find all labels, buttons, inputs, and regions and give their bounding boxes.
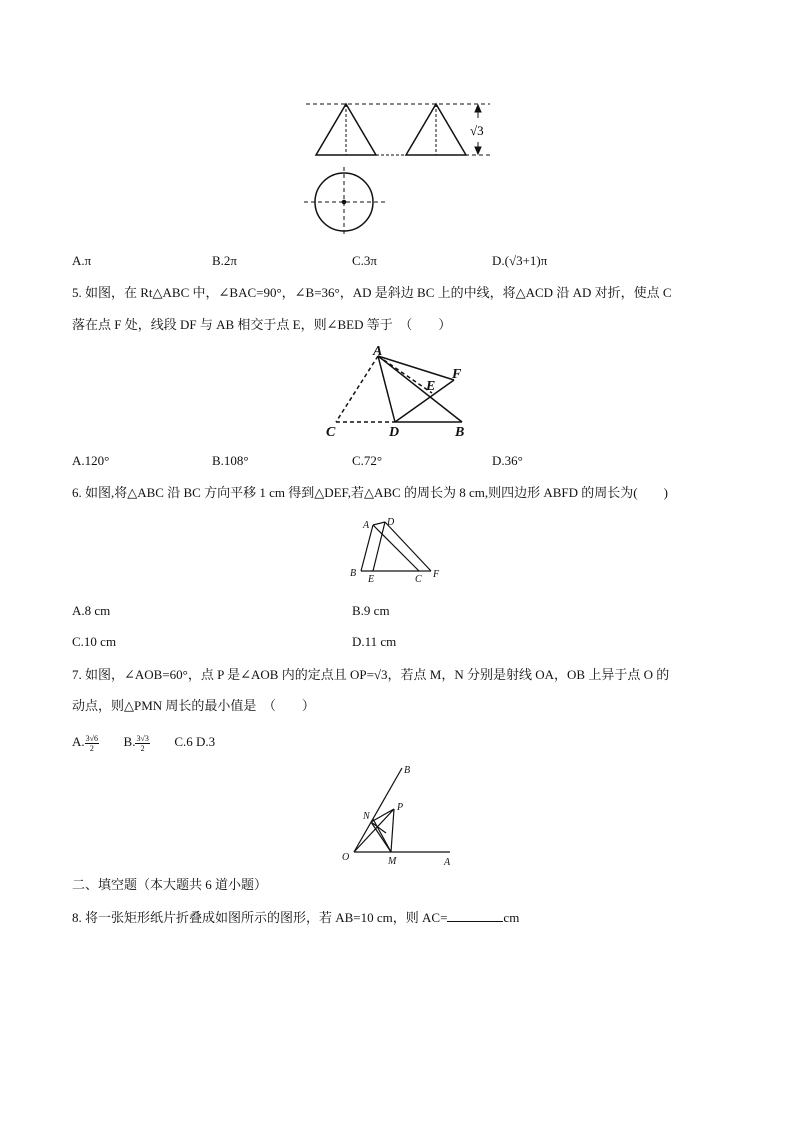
q5-text-line1: 5. 如图，在 Rt△ABC 中，∠BAC=90°，∠B=36°，AD 是斜边 BC 上的中线，将△ACD 沿 AD 对折，使点 C — [72, 285, 672, 300]
q7-label-n: N — [363, 811, 370, 822]
q5-label-c: C — [326, 425, 336, 440]
sqrt3-label: √3 — [470, 123, 484, 138]
q6-option-c[interactable]: C.10 cm — [72, 634, 117, 649]
q6-option-b[interactable]: B.9 cm — [352, 603, 390, 618]
q4-option-c[interactable]: C.3π — [352, 253, 377, 268]
q7-option-b[interactable] — [123, 733, 154, 753]
q7-label-o: O — [342, 852, 350, 863]
q7-label-p: P — [397, 802, 404, 813]
q7-figure — [336, 760, 466, 868]
q7-label-a: A — [444, 857, 451, 868]
section-2-title: 二、填空题（本大题共 6 道小题） — [72, 877, 268, 892]
q8-answer-blank[interactable] — [447, 910, 503, 922]
q5-label-e: E — [426, 379, 436, 394]
three-view-figure — [300, 96, 500, 241]
q6-option-a[interactable]: A.8 cm — [72, 603, 111, 618]
q6-label-f: F — [433, 569, 440, 580]
q8-text-after: cm — [503, 910, 520, 925]
q7-label-b: B — [404, 765, 411, 776]
q4-option-d[interactable]: D.(√3+1)π — [492, 253, 548, 268]
q7-label-m: M — [388, 856, 397, 867]
q6-option-d[interactable]: D.11 cm — [352, 634, 397, 649]
q7-option-a-den: 2 — [89, 743, 94, 753]
q7-options — [72, 730, 215, 754]
q4-option-b[interactable]: B.2π — [212, 253, 237, 268]
q7-option-a[interactable] — [72, 733, 102, 753]
q7-option-b-den: 2 — [140, 743, 145, 753]
q6-label-e: E — [368, 574, 375, 585]
q5-text-line2: 落在点 F 处，线段 DF 与 AB 相交于点 E，则∠BED 等于 （ ） — [72, 317, 452, 332]
q8-text-before: 8. 将一张矩形纸片折叠成如图所示的图形，若 AB=10 cm，则 AC= — [72, 910, 448, 925]
q7-option-b-prefix: B. — [123, 734, 136, 749]
q6-label-b: B — [350, 568, 357, 579]
q7-option-a-num: 3√6 — [85, 733, 99, 743]
q8-text — [72, 910, 519, 926]
q5-label-d: D — [389, 425, 400, 440]
q5-label-b: B — [455, 425, 465, 440]
q6-label-a: A — [363, 520, 370, 531]
q6-figure — [345, 513, 455, 585]
q5-option-d[interactable]: D.36° — [492, 453, 523, 468]
q7-text-line2: 动点，则△PMN 周长的最小值是 （ ） — [72, 698, 315, 713]
q7-option-b-num: 3√3 — [136, 733, 149, 743]
q5-option-a[interactable]: A.120° — [72, 453, 110, 468]
q5-option-c[interactable]: C.72° — [352, 453, 383, 468]
q6-label-c: C — [415, 574, 422, 585]
q5-figure — [322, 340, 472, 440]
q5-label-a: A — [373, 344, 383, 359]
q7-option-cd[interactable]: C.6 D.3 — [174, 734, 216, 749]
q7-option-a-prefix: A. — [72, 734, 85, 749]
q4-option-a[interactable]: A.π — [72, 253, 92, 268]
q7-text-line1: 7. 如图，∠AOB=60°，点 P 是∠AOB 内的定点且 OP=√3，若点 M，N 分别是射线 OA，OB 上异于点 O 的 — [72, 667, 670, 682]
q6-label-d: D — [387, 517, 395, 528]
q7-option-b-fraction — [135, 734, 149, 753]
q7-option-a-fraction — [85, 734, 99, 753]
q6-text-line1: 6. 如图,将△ABC 沿 BC 方向平移 1 cm 得到△DEF,若△ABC 的周长为 8 cm,则四边形 ABFD 的周长为( ) — [72, 485, 668, 500]
q5-label-f: F — [452, 367, 462, 382]
q5-option-b[interactable]: B.108° — [212, 453, 249, 468]
